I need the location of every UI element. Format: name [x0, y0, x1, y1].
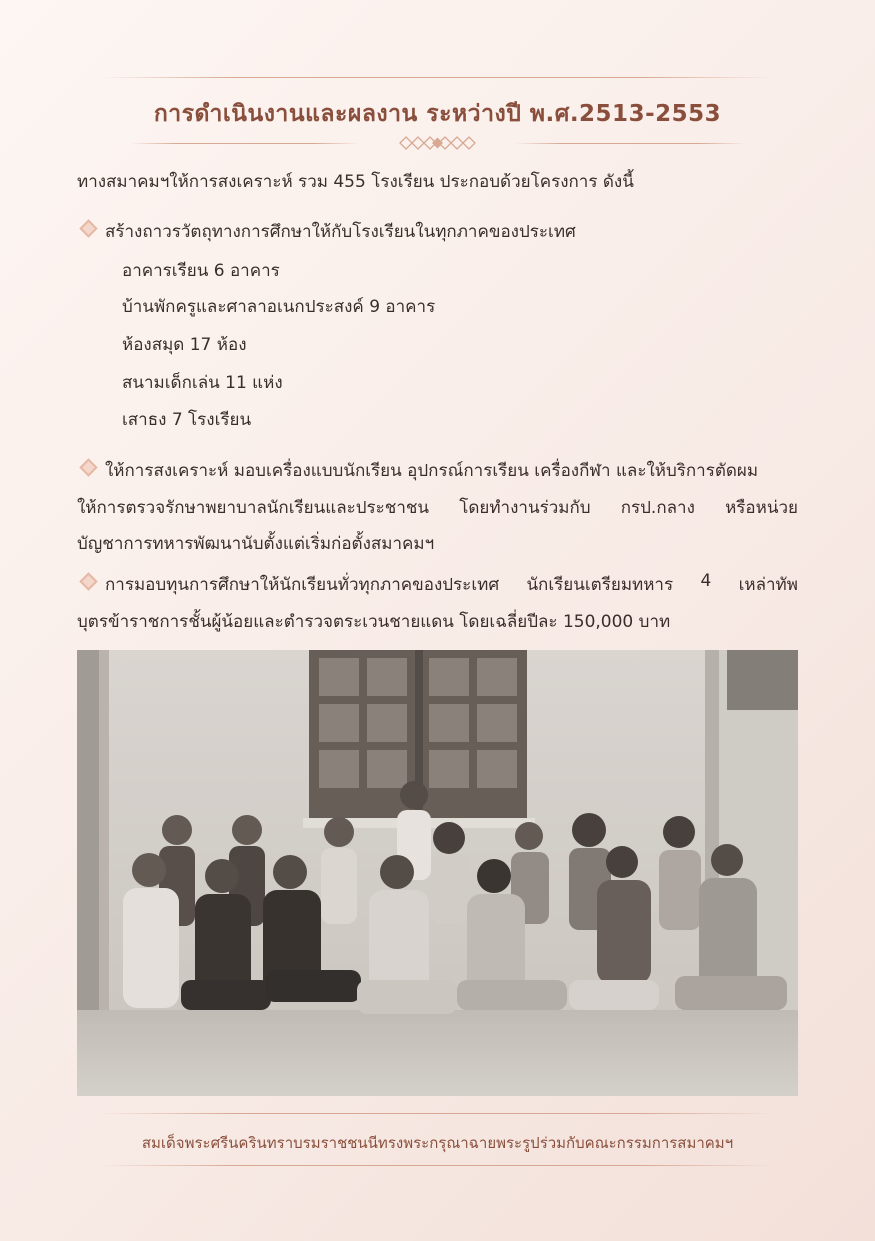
list-item: เสาธง 7 โรงเรียน [122, 410, 252, 430]
section2-line3: บัญชาการทหารพัฒนานับตั้งแต่เริ่มก่อตั้งสมาคมฯ [77, 534, 435, 554]
group-photo [77, 650, 798, 1096]
caption-top-rule [100, 1113, 775, 1114]
diamond-bullet-icon [79, 219, 97, 237]
list-item: บ้านพักครูและศาลาอเนกประสงค์ 9 อาคาร [122, 297, 436, 317]
section2-line1: ให้การสงเคราะห์ มอบเครื่องแบบนักเรียน อุปกรณ์การเรียน เครื่องกีฬา และให้บริการตัดผม [82, 457, 758, 484]
group-photo-illustration [77, 650, 798, 1096]
section3-line1: การมอบทุนการศึกษาให้นักเรียนทั่วทุกภาคของประเทศ นักเรียนเตรียมทหาร 4 เหล่าทัพ [82, 571, 798, 598]
title-bottom-rule [130, 143, 360, 144]
page-title: การดำเนินงานและผลงาน ระหว่างปี พ.ศ.2513-2553 [153, 101, 722, 127]
list-item: สนามเด็กเล่น 11 แห่ง [122, 373, 283, 393]
photo-caption: สมเด็จพระศรีนครินทราบรมราชชนนีทรงพระกรุณาฉายพระรูปร่วมกับคณะกรรมการสมาคมฯ [141, 1134, 734, 1152]
diamond-bullet-icon [79, 572, 97, 590]
list-item: อาคารเรียน 6 อาคาร [122, 261, 280, 281]
list-item: ห้องสมุด 17 ห้อง [122, 335, 247, 355]
section3-line2: บุตรข้าราชการชั้นผู้น้อยและตำรวจตระเวนชายแดน โดยเฉลี่ยปีละ 150,000 บาท [77, 612, 671, 632]
section1-heading: สร้างถาวรวัตถุทางการศึกษาให้กับโรงเรียนในทุกภาคของประเทศ [82, 218, 576, 245]
intro-text: ทางสมาคมฯให้การสงเคราะห์ รวม 455 โรงเรียน ประกอบด้วยโครงการ ดังนี้ [77, 172, 634, 192]
title-bottom-rule-right [515, 143, 745, 144]
ornament-divider-icon [360, 136, 515, 150]
title-top-rule [100, 77, 775, 78]
caption-bottom-rule [100, 1165, 775, 1166]
diamond-bullet-icon [79, 458, 97, 476]
section2-line2: ให้การตรวจรักษาพยาบาลนักเรียนและประชาชน โดยทำงานร่วมกับ กรป.กลาง หรือหน่วย [77, 498, 798, 518]
